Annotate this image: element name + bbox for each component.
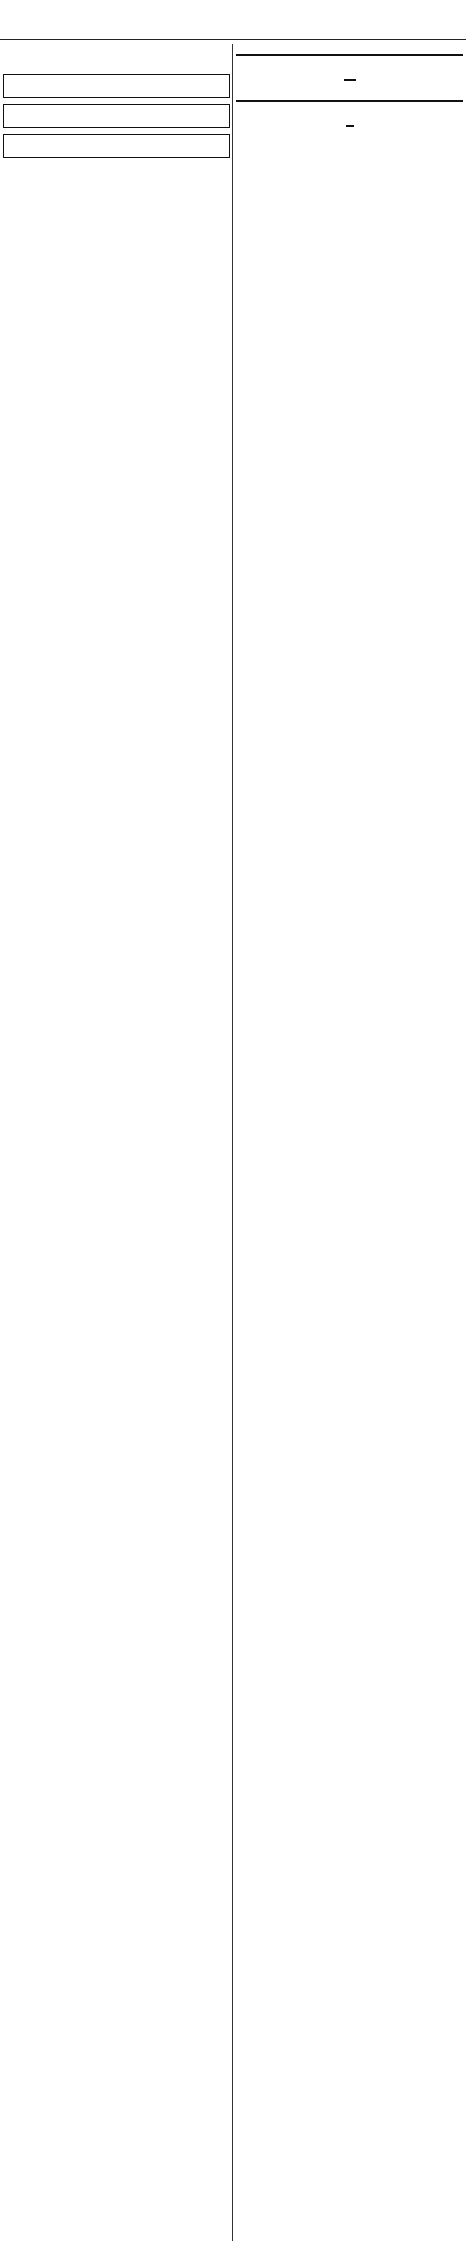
- subheading-box: [3, 74, 230, 98]
- right-column: [236, 44, 463, 2241]
- main-headline: [0, 0, 466, 40]
- left-column: [3, 44, 230, 2241]
- column-divider: [232, 44, 233, 2241]
- second-headline-line: [344, 77, 356, 81]
- subheading-box: [3, 104, 230, 128]
- third-headline-text: [346, 123, 354, 127]
- second-story-headline: [236, 54, 463, 90]
- continued-from-label: [3, 46, 15, 61]
- third-story-headline: [236, 100, 463, 134]
- subheading-box: [3, 134, 230, 158]
